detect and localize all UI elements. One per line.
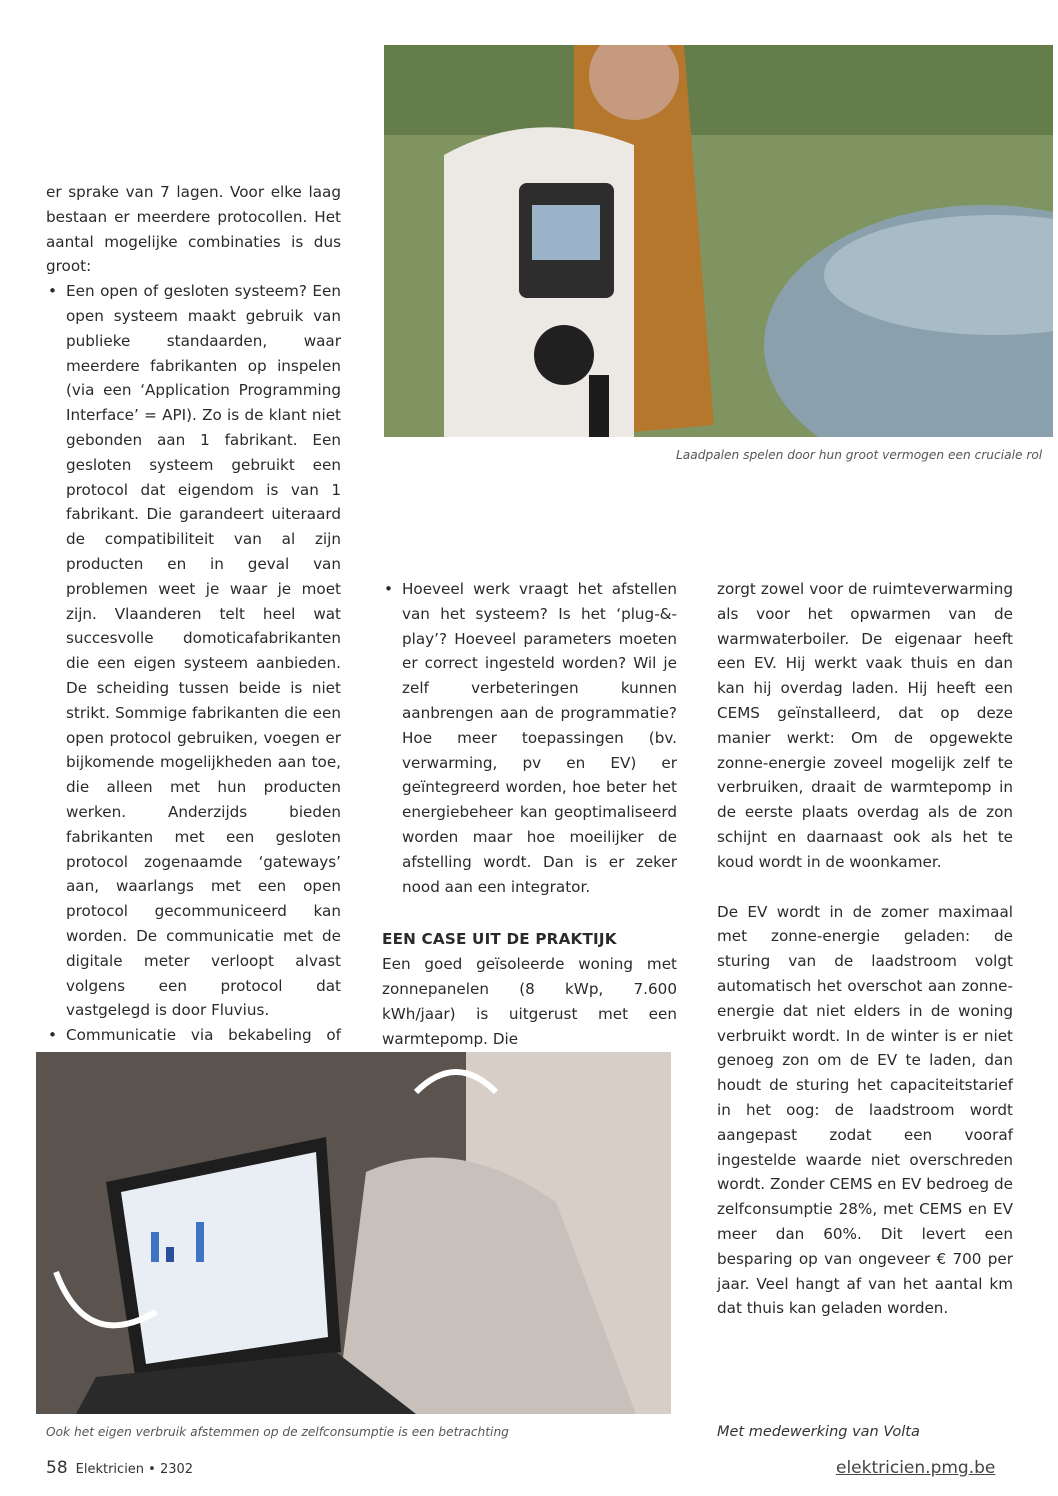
case-paragraph-start: Een goed geïsoleerde woning met zonnepanelen (8 kWp, 7.600 kWh/jaar) is uitgerust met een warmtepomp. Die xyxy=(382,955,677,1048)
top-photo-caption: Laadpalen spelen door hun groot vermogen een cruciale rol xyxy=(676,448,1043,462)
section-heading: EEN CASE UIT DE PRAKTIJK xyxy=(382,930,617,949)
charging-station-illustration xyxy=(384,45,1053,437)
bottom-photo-caption: Ook het eigen verbruik afstemmen op de zelfconsumptie is een betrachting xyxy=(46,1425,509,1439)
bullet-setup-effort: • Hoeveel werk vraagt het afstellen van het systeem? Is het ‘plug-&-play’? Hoeveel parameters moeten er correct ingesteld worden? Wil je zelf verbeteringen kunnen aanbrengen aan de programmatie? Hoe meer toepassingen (bv. verwarming, pv en EV) er geïntegreerd worden, hoe beter het energiebeheer kan geoptimaliseerd worden maar hoe moeilijker de afstelling wordt. Dan is er zeker nood aan een integrator. xyxy=(382,577,677,899)
laptop-illustration xyxy=(36,1052,671,1414)
column-3 xyxy=(717,577,1013,1321)
column-2-bullet-list xyxy=(382,577,677,899)
ev-paragraph: De EV wordt in de zomer maximaal met zonne-energie geladen: de sturing van de laadstroom volgt automatisch het overschot aan zonne-energie dat niet elders in de woning verbruikt wordt. In de winter is er niet genoeg zon om de EV te laden, dan houdt de sturing het capaciteitstarief in het oog: de laadstroom wordt aangepast zodat een vooraf ingestelde waarde niet overschreden wordt. Zonder CEMS en EV bedroeg de zelfconsumptie 28%, met CEMS en EV meer dan 60%. Dit levert een besparing op van ongeveer € 700 per jaar. Veel hangt af van het aantal km dat thuis kan geladen worden. xyxy=(717,902,1013,1318)
page-number: 58 xyxy=(46,1458,68,1478)
footer-publication xyxy=(46,1458,193,1478)
charging-station-photo xyxy=(384,45,1053,437)
publication-issue: Elektricien • 2302 xyxy=(75,1462,194,1477)
column-1-bullet-list xyxy=(46,279,341,1073)
laptop-photo xyxy=(36,1052,671,1414)
bullet-open-closed-system: • Een open of gesloten systeem? Een open systeem maakt gebruik van publieke standaarden, waar meerdere fabrikanten op inspelen (via een ‘Application Programming Interface’ = API). Zo is de klant niet gebonden aan 1 fabrikant. Een gesloten systeem gebruikt een protocol dat eigendom is van 1 fabrikant. Die garandeert uiteraard de compatibiliteit van al zijn producten en in geval van problemen weet je waar je moet zijn. Vlaanderen telt heel wat succesvolle domoticafabrikanten die een eigen systeem aanbieden. De scheiding tussen beide is niet strikt. Sommige fabrikanten die een open protocol gebruiken, voegen er bijkomende mogelijkheden aan toe, die alleen met hun producten werken. Anderzijds bieden fabrikanten met een gesloten protocol zogenaamde ‘gateways’ aan, waarlangs met een open protocol gecommuniceerd kan worden. De communicatie met de digitale meter verloopt alvast volgens een protocol dat vastgelegd is door Fluvius. xyxy=(46,279,341,1023)
column-1 xyxy=(46,180,341,1073)
column-1-intro: er sprake van 7 lagen. Voor elke laag bestaan er meerdere protocollen. Het aantal mogelijke combinaties is dus groot: xyxy=(46,183,341,276)
case-paragraph-continued: zorgt zowel voor de ruimteverwarming als voor het opwarmen van de warmwaterboiler. De eigenaar heeft een EV. Hij werkt vaak thuis en dan kan hij overdag laden. Hij heeft een CEMS geïnstalleerd, dat op deze manier werkt: Om de opgewekte zonne-energie zoveel mogelijk zelf te verbruiken, draait de warmtepomp in de eerste plaats overdag als de zon schijnt en daarnaast ook als het te koud wordt in de woonkamer. xyxy=(717,580,1013,871)
column-2 xyxy=(382,577,677,1051)
website-link[interactable]: elektricien.pmg.be xyxy=(836,1458,996,1478)
bullet-communication: • Communicatie via bekabeling of xyxy=(46,1023,341,1073)
credit-line: Met medewerking van Volta xyxy=(717,1424,920,1440)
